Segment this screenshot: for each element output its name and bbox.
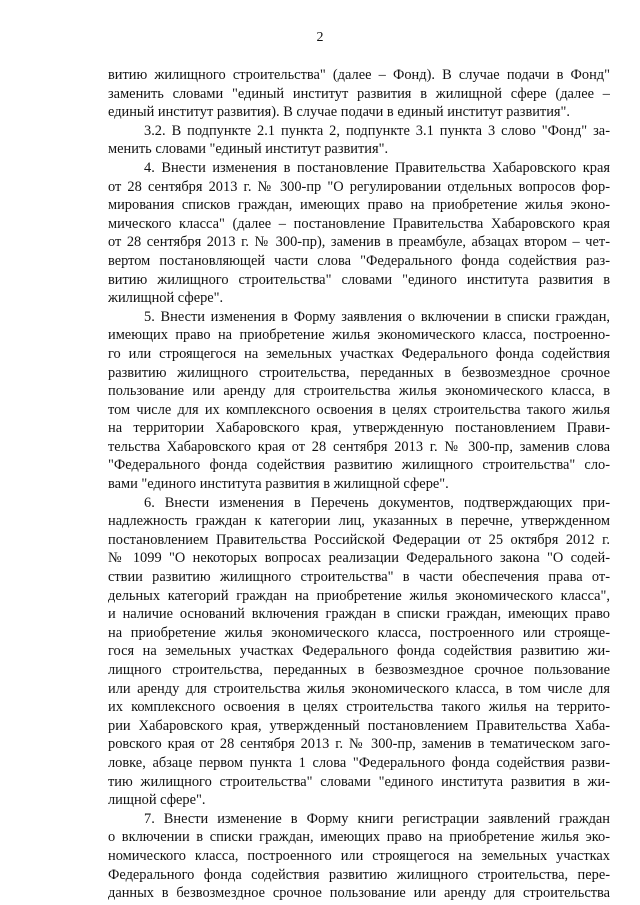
text-line: лищного строительства, переданных в безвозмездное срочное пользование bbox=[108, 662, 610, 678]
text-line: 3.2. В подпункте 2.1 пункта 2, подпункте 3.1 пункта 3 слово "Фонд" за- bbox=[144, 122, 610, 139]
text-line: витию жилищного строительства" (далее – Фонд). В случае подачи в Фонд" bbox=[108, 67, 610, 83]
text-line: о включении в списки граждан, имеющих право на приобретение жилья эко- bbox=[108, 829, 610, 846]
text-line: 4. Внести изменения в постановление Правительства Хабаровского края bbox=[144, 159, 610, 176]
text-line: дельных категорий граждан на приобретение жилья экономического класса", bbox=[108, 587, 610, 604]
paragraph bbox=[108, 122, 610, 159]
text-line: лищной сфере". bbox=[108, 792, 206, 809]
text-line: и наличие оснований включения граждан в списки граждан, имеющих право bbox=[108, 606, 610, 623]
text-line: 5. Внести изменения в Форму заявления о включении в списки граждан, bbox=[144, 308, 610, 325]
text-line: вертом постановляющей части слова "Федерального фонда содействия раз- bbox=[108, 252, 610, 269]
text-line: данных в безвозмездное срочное пользование или аренду для строительства bbox=[108, 885, 610, 902]
text-line: витию жилищного строительства" словами "единого института развития в bbox=[108, 271, 610, 288]
text-line: ствии развитию жилищного строительства" в части обеспечения права от- bbox=[108, 569, 610, 586]
text-line: заменить словами "единый институт развития в жилищной сфере (далее – bbox=[108, 85, 610, 102]
paragraph bbox=[108, 159, 610, 308]
text-line: жилищной сфере". bbox=[108, 290, 224, 307]
text-line: тельства Хабаровского края от 28 сентября 2013 г. № 300-пр, заменив слова bbox=[108, 438, 610, 455]
text-line: вами "единого института развития в жилищной сфере". bbox=[108, 476, 449, 493]
text-line: менить словами "единый институт развития". bbox=[108, 141, 389, 158]
text-line: номического класса, построенного или строящегося на земельных участках bbox=[108, 847, 610, 864]
text-line: пользование или аренду для строительства жилья экономического класса, в bbox=[108, 383, 610, 400]
text-line: 6. Внести изменения в Перечень документов, подтверждающих при- bbox=[144, 494, 610, 511]
paragraph bbox=[108, 810, 610, 903]
text-line: от 28 сентября 2013 г. № 300-пр), заменив в преамбуле, абзацах втором – чет- bbox=[108, 234, 610, 251]
text-line: от 28 сентября 2013 г. № 300-пр "О регулировании отдельных вопросов фор- bbox=[108, 178, 610, 195]
text-line: имеющих право на приобретение жилья экономического класса, построенно- bbox=[108, 327, 610, 344]
text-line: мического класса" (далее – постановление Правительства Хабаровского края bbox=[108, 215, 610, 232]
page-number: 2 bbox=[316, 30, 324, 45]
paragraph bbox=[108, 66, 610, 122]
paragraph bbox=[108, 494, 610, 810]
text-line: ровского края от 28 сентября 2013 г. № 300-пр, заменив в тематическом заго- bbox=[108, 736, 610, 753]
text-line: мирования списков граждан, имеющих право на приобретение жилья эконо- bbox=[108, 197, 610, 214]
text-line: № 1099 "О некоторых вопросах реализации Федерального закона "О содей- bbox=[108, 550, 610, 567]
text-line: тию жилищного строительства" словами "единого института развития в жи- bbox=[108, 773, 610, 790]
text-line: гося на земельных участках Федерального фонда содействия развитию жи- bbox=[108, 643, 610, 660]
text-line: единый институт развития). В случае подачи в единый институт развития". bbox=[108, 104, 571, 121]
paragraph bbox=[108, 308, 610, 494]
text-line: рии Хабаровского края, утвержденный постановлением Правительства Хаба- bbox=[108, 717, 610, 734]
text-line: надлежность граждан к категории лиц, указанных в перечне, утвержденном bbox=[108, 513, 610, 530]
text-line: 7. Внести изменение в Форму книги регистрации заявлений граждан bbox=[144, 810, 610, 827]
document-body bbox=[108, 66, 610, 903]
text-line: их комплексного освоения в целях строительства такого жилья на террито- bbox=[108, 699, 610, 716]
text-line: постановлением Правительства Российской Федерации от 25 октября 2012 г. bbox=[108, 531, 610, 548]
text-line: на территории Хабаровского края, утвержденную постановлением Прави- bbox=[108, 420, 610, 437]
text-line: Федерального фонда содействия развитию жилищного строительства, пере- bbox=[108, 866, 610, 883]
text-line: или аренду для строительства жилья экономического класса, в том числе для bbox=[108, 680, 610, 697]
text-line: ловке, абзаце первом пункта 1 слова "Федерального фонда содействия разви- bbox=[108, 754, 610, 771]
text-line: развитию жилищного строительства, переданных в безвозмездное срочное bbox=[108, 364, 610, 381]
text-line: го или строящегося на земельных участках Федерального фонда содействия bbox=[108, 345, 610, 362]
text-line: "Федерального фонда содействия развитию жилищного строительства" сло- bbox=[108, 457, 610, 474]
text-line: на приобретение жилья экономического класса, построенного или строяще- bbox=[108, 624, 610, 641]
text-line: том числе для их комплексного освоения в целях строительства такого жилья bbox=[108, 401, 610, 418]
